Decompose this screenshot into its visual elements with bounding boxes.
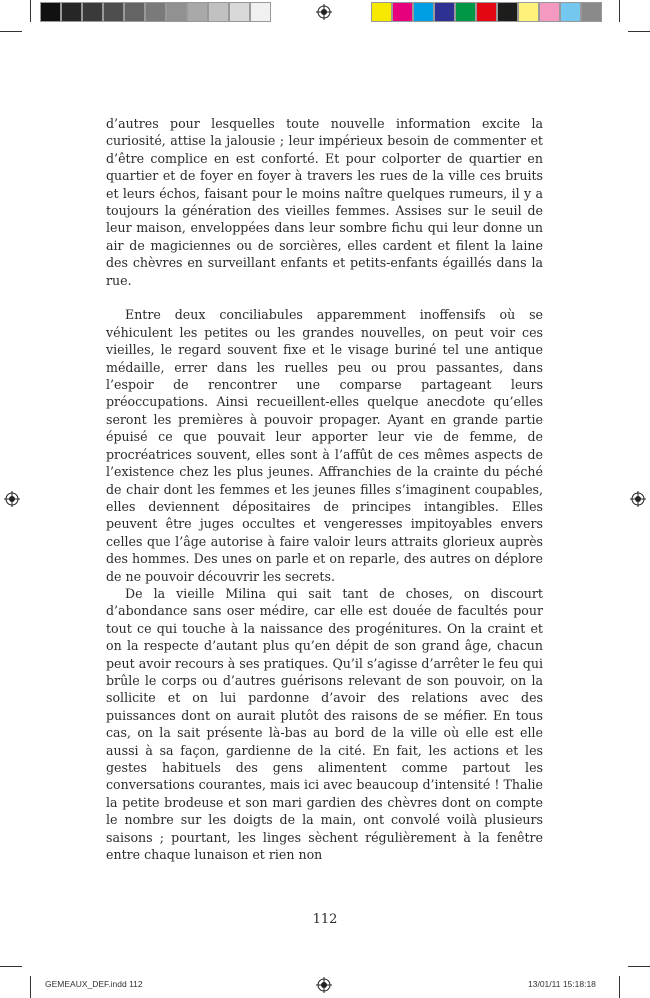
crop-mark	[30, 0, 31, 22]
color-swatch	[61, 2, 82, 22]
registration-mark-icon	[316, 4, 332, 20]
color-swatch	[392, 2, 413, 22]
page-number: 112	[312, 912, 338, 927]
color-swatch	[518, 2, 539, 22]
paragraph: Entre deux conciliabules apparemment inoffensifs où se véhiculent les petites ou les grandes nouvelles, on peut voir ces vieilles, le regard souvent fixe et le visage buriné tel une antique médaille, errer dans les ruelles peu ou prou passantes, dans l’espoir de rencontrer une comparse partageant leurs préoccupations. Ainsi recueillent-elles quelque anecdote qu’elles seront les premières à pouvoir propager. Ayant en grande partie épuisé ce que pouvait leur apporter leur vie de femme, de procréatrices souvent, elles sont à l’affût de ces mêmes aspects de l’existence chez les plus jeunes. Affranchies de la crainte du péché de chair dont les femmes et les jeunes filles s’imaginent coupables, elles deviennent dépositaires de principes intangibles. Elles peuvent être juges occultes et vengeresses impitoyables envers celles que l’âge autorise à faire valoir leurs attraits glorieux auprès des hommes. Des unes on parle et on reparle, des autres on déplore de ne pouvoir découvrir les secrets.	[106, 307, 543, 584]
crop-mark	[0, 31, 22, 32]
color-swatch	[250, 2, 271, 22]
color-swatch	[476, 2, 497, 22]
grayscale-control-bar	[40, 2, 271, 22]
crop-mark	[30, 976, 31, 998]
color-swatch	[103, 2, 124, 22]
color-swatch	[434, 2, 455, 22]
color-swatch	[497, 2, 518, 22]
color-swatch	[187, 2, 208, 22]
color-control-bar	[371, 2, 602, 22]
color-swatch	[560, 2, 581, 22]
color-swatch	[581, 2, 602, 22]
color-swatch	[145, 2, 166, 22]
registration-mark-icon	[4, 491, 20, 507]
color-swatch	[455, 2, 476, 22]
color-swatch	[229, 2, 250, 22]
crop-mark	[628, 966, 650, 967]
color-swatch	[371, 2, 392, 22]
color-swatch	[40, 2, 61, 22]
body-text	[106, 115, 543, 863]
registration-mark-icon	[630, 491, 646, 507]
crop-mark	[628, 31, 650, 32]
color-swatch	[539, 2, 560, 22]
paragraph: De la vieille Milina qui sait tant de choses, on discourt d’abondance sans oser médire, car elle est douée de facultés pour tout ce qui touche à la naissance des progénitures. On la craint et on la respecte d’autant plus qu’en dépit de son grand âge, chacun peut avoir recours à ses pratiques. Qu’il s’agisse d’arrêter le feu qui brûle le corps ou d’autres guérisons relevant de son pouvoir, on la sollicite et on lui pardonne d’avoir des relations avec des puissances dont on aurait plutôt des raisons de se méfier. En tous cas, on la sait présente là-bas au bord de la ville où elle est elle aussi à sa façon, gardienne de la cité. En fait, les actions et les gestes habituels des gens alimentent comme partout les conversations courantes, mais ici avec beaucoup d’intensité ! Thalie la petite brodeuse et son mari gardien des chèvres dont on compte le nombre sur les doigts de la main, ont convolé voilà plusieurs saisons ; pourtant, les linges sèchent régulièrement à la fenêtre entre chaque lunaison et rien non	[106, 585, 543, 863]
registration-mark-icon	[316, 977, 332, 993]
color-swatch	[413, 2, 434, 22]
color-swatch	[82, 2, 103, 22]
color-swatch	[208, 2, 229, 22]
color-swatch	[166, 2, 187, 22]
paragraph: d’autres pour lesquelles toute nouvelle information excite la curiosité, attise la jalousie ; leur impérieux besoin de commenter et d’être complice en est conforté. Et pour colporter de quartier en quartier et de foyer en foyer à travers les rues de la ville ces bruits et leurs échos, faisant pour le moins naître quelques rumeurs, il y a toujours la génération des vieilles femmes. Assises sur le seuil de leur maison, enveloppées dans leur sombre fichu qui leur donne un air de magiciennes ou de sorcières, elles cardent et filent la laine des chèvres en surveillant enfants et petits-enfants égaillés dans la rue.	[106, 116, 543, 288]
slug-filename: GEMEAUX_DEF.indd 112	[45, 979, 143, 989]
slug-timestamp: 13/01/11 15:18:18	[528, 979, 596, 989]
crop-mark	[0, 966, 22, 967]
crop-mark	[619, 976, 620, 998]
color-swatch	[124, 2, 145, 22]
crop-mark	[619, 0, 620, 22]
